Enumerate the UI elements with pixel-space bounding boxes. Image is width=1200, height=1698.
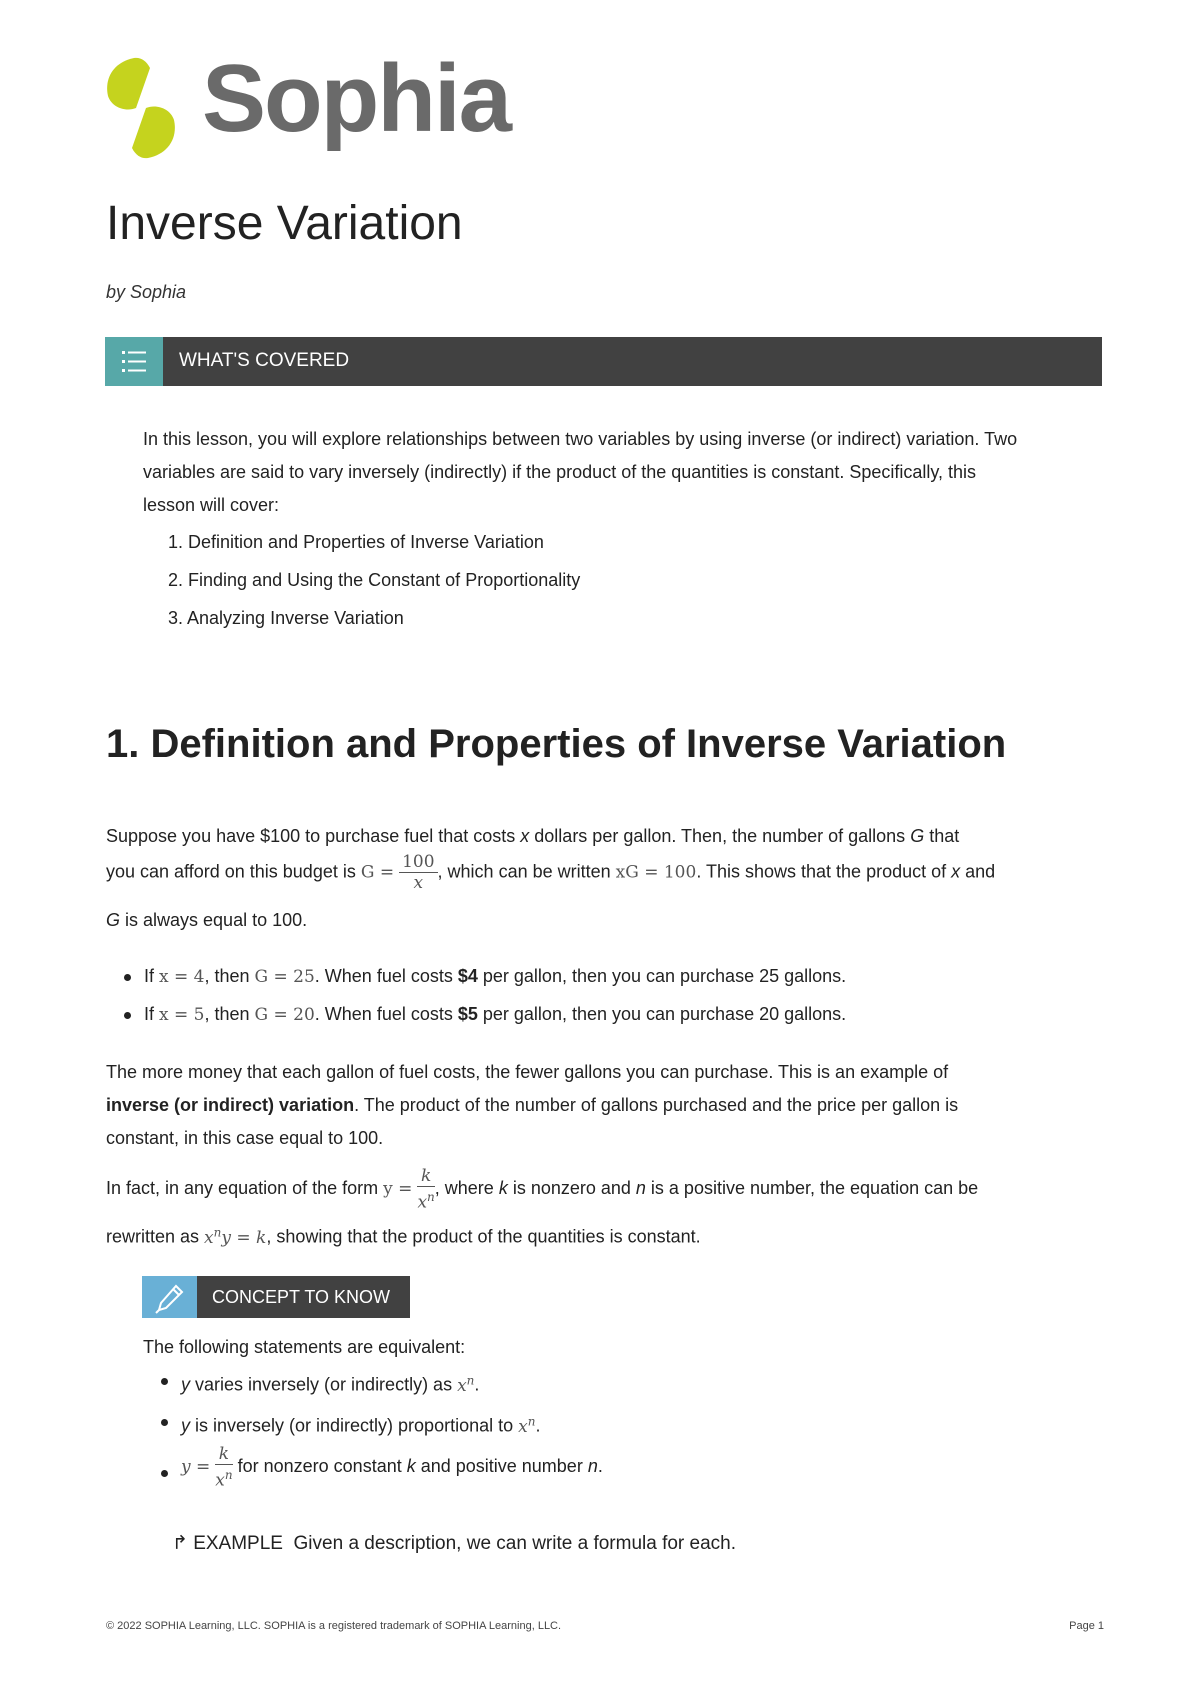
byline: by Sophia [106,282,187,302]
list-item: y varies inversely (or indirectly) as $x^n$. [181,1373,480,1396]
fraction: $\frac{k}{x^n}$ [215,1444,233,1491]
list-item: y = $\frac{k}{x^n}$ for nonzero constant k and positive number n. [181,1444,603,1491]
paragraph-line: rewritten as $x^ny = k$, showing that the product of the quantities is constant. [106,1225,701,1248]
bullet [124,1012,131,1019]
sophia-wordmark: Sophia [202,45,511,152]
list-item: If x = 4, then G = 25. When fuel costs $4 per gallon, then you can purchase 25 gallons. [144,966,847,987]
bullet [161,1419,168,1426]
list-icon [105,337,163,386]
concept-to-know-header [142,1276,410,1318]
page-number: Page 1 [1069,1620,1104,1632]
list-item: If x = 5, then G = 20. When fuel costs $5 per gallon, then you can purchase 20 gallons. [144,1004,847,1025]
paragraph-line: constant, in this case equal to 100. [106,1128,384,1148]
bullet [124,974,131,981]
arrow-icon: ↱ [172,1533,188,1554]
sophia-logo-mark [104,56,178,160]
whats-covered-header [105,337,1102,386]
example-text: Given a description, we can write a formula for each. [293,1533,737,1554]
paragraph-line: you can afford on this budget is G = $\frac{100}{x}$ , which can be written xG = 100. This shows that the product of x and [106,852,996,893]
list-item: y is inversely (or indirectly) proportional to $x^n$. [181,1414,541,1437]
paragraph-line: G is always equal to 100. [106,910,308,930]
bullet [161,1378,168,1385]
list-item: 3. Analyzing Inverse Variation [167,608,404,628]
paragraph-line: In fact, in any equation of the form y = $\frac{k}{x^n}$ , where k is nonzero and n is a positive number, the equation can be [106,1166,979,1213]
pencil-icon [142,1276,197,1318]
concept-label: CONCEPT TO KNOW [212,1287,391,1307]
page-title: Inverse Variation [106,197,463,250]
example-line [172,1530,736,1558]
paragraph-line: The more money that each gallon of fuel costs, the fewer gallons you can purchase. This is an example of [106,1062,949,1082]
fraction: $\frac{k}{x^n}$ [417,1166,435,1213]
bullet [161,1470,168,1477]
concept-lead: The following statements are equivalent: [143,1337,466,1357]
topics-list [143,528,580,642]
example-label: EXAMPLE [193,1533,283,1554]
sophia-logo [104,45,524,160]
intro-paragraph: In this lesson, you will explore relationships between two variables by using inverse (or indirect) variation. Two variables are said to vary inversely (indirectly) if the product of the quantities is constant. Specifically, this lesson will cover: [143,429,1018,515]
footer-copyright: © 2022 SOPHIA Learning, LLC. SOPHIA is a registered trademark of SOPHIA Learning, LLC. [106,1620,562,1632]
section-heading: 1. Definition and Properties of Inverse Variation [106,722,1007,766]
paragraph-line: inverse (or indirect) variation. The product of the number of gallons purchased and the price per gallon is [106,1095,959,1115]
fraction: $\frac{100}{x}$ [399,852,437,893]
paragraph-line: Suppose you have $100 to purchase fuel that costs x dollars per gallon. Then, the number of gallons G that [106,826,960,846]
list-item: 2. Finding and Using the Constant of Proportionality [167,570,581,590]
list-item: 1. Definition and Properties of Inverse Variation [167,532,544,552]
whats-covered-label: WHAT'S COVERED [179,350,350,371]
